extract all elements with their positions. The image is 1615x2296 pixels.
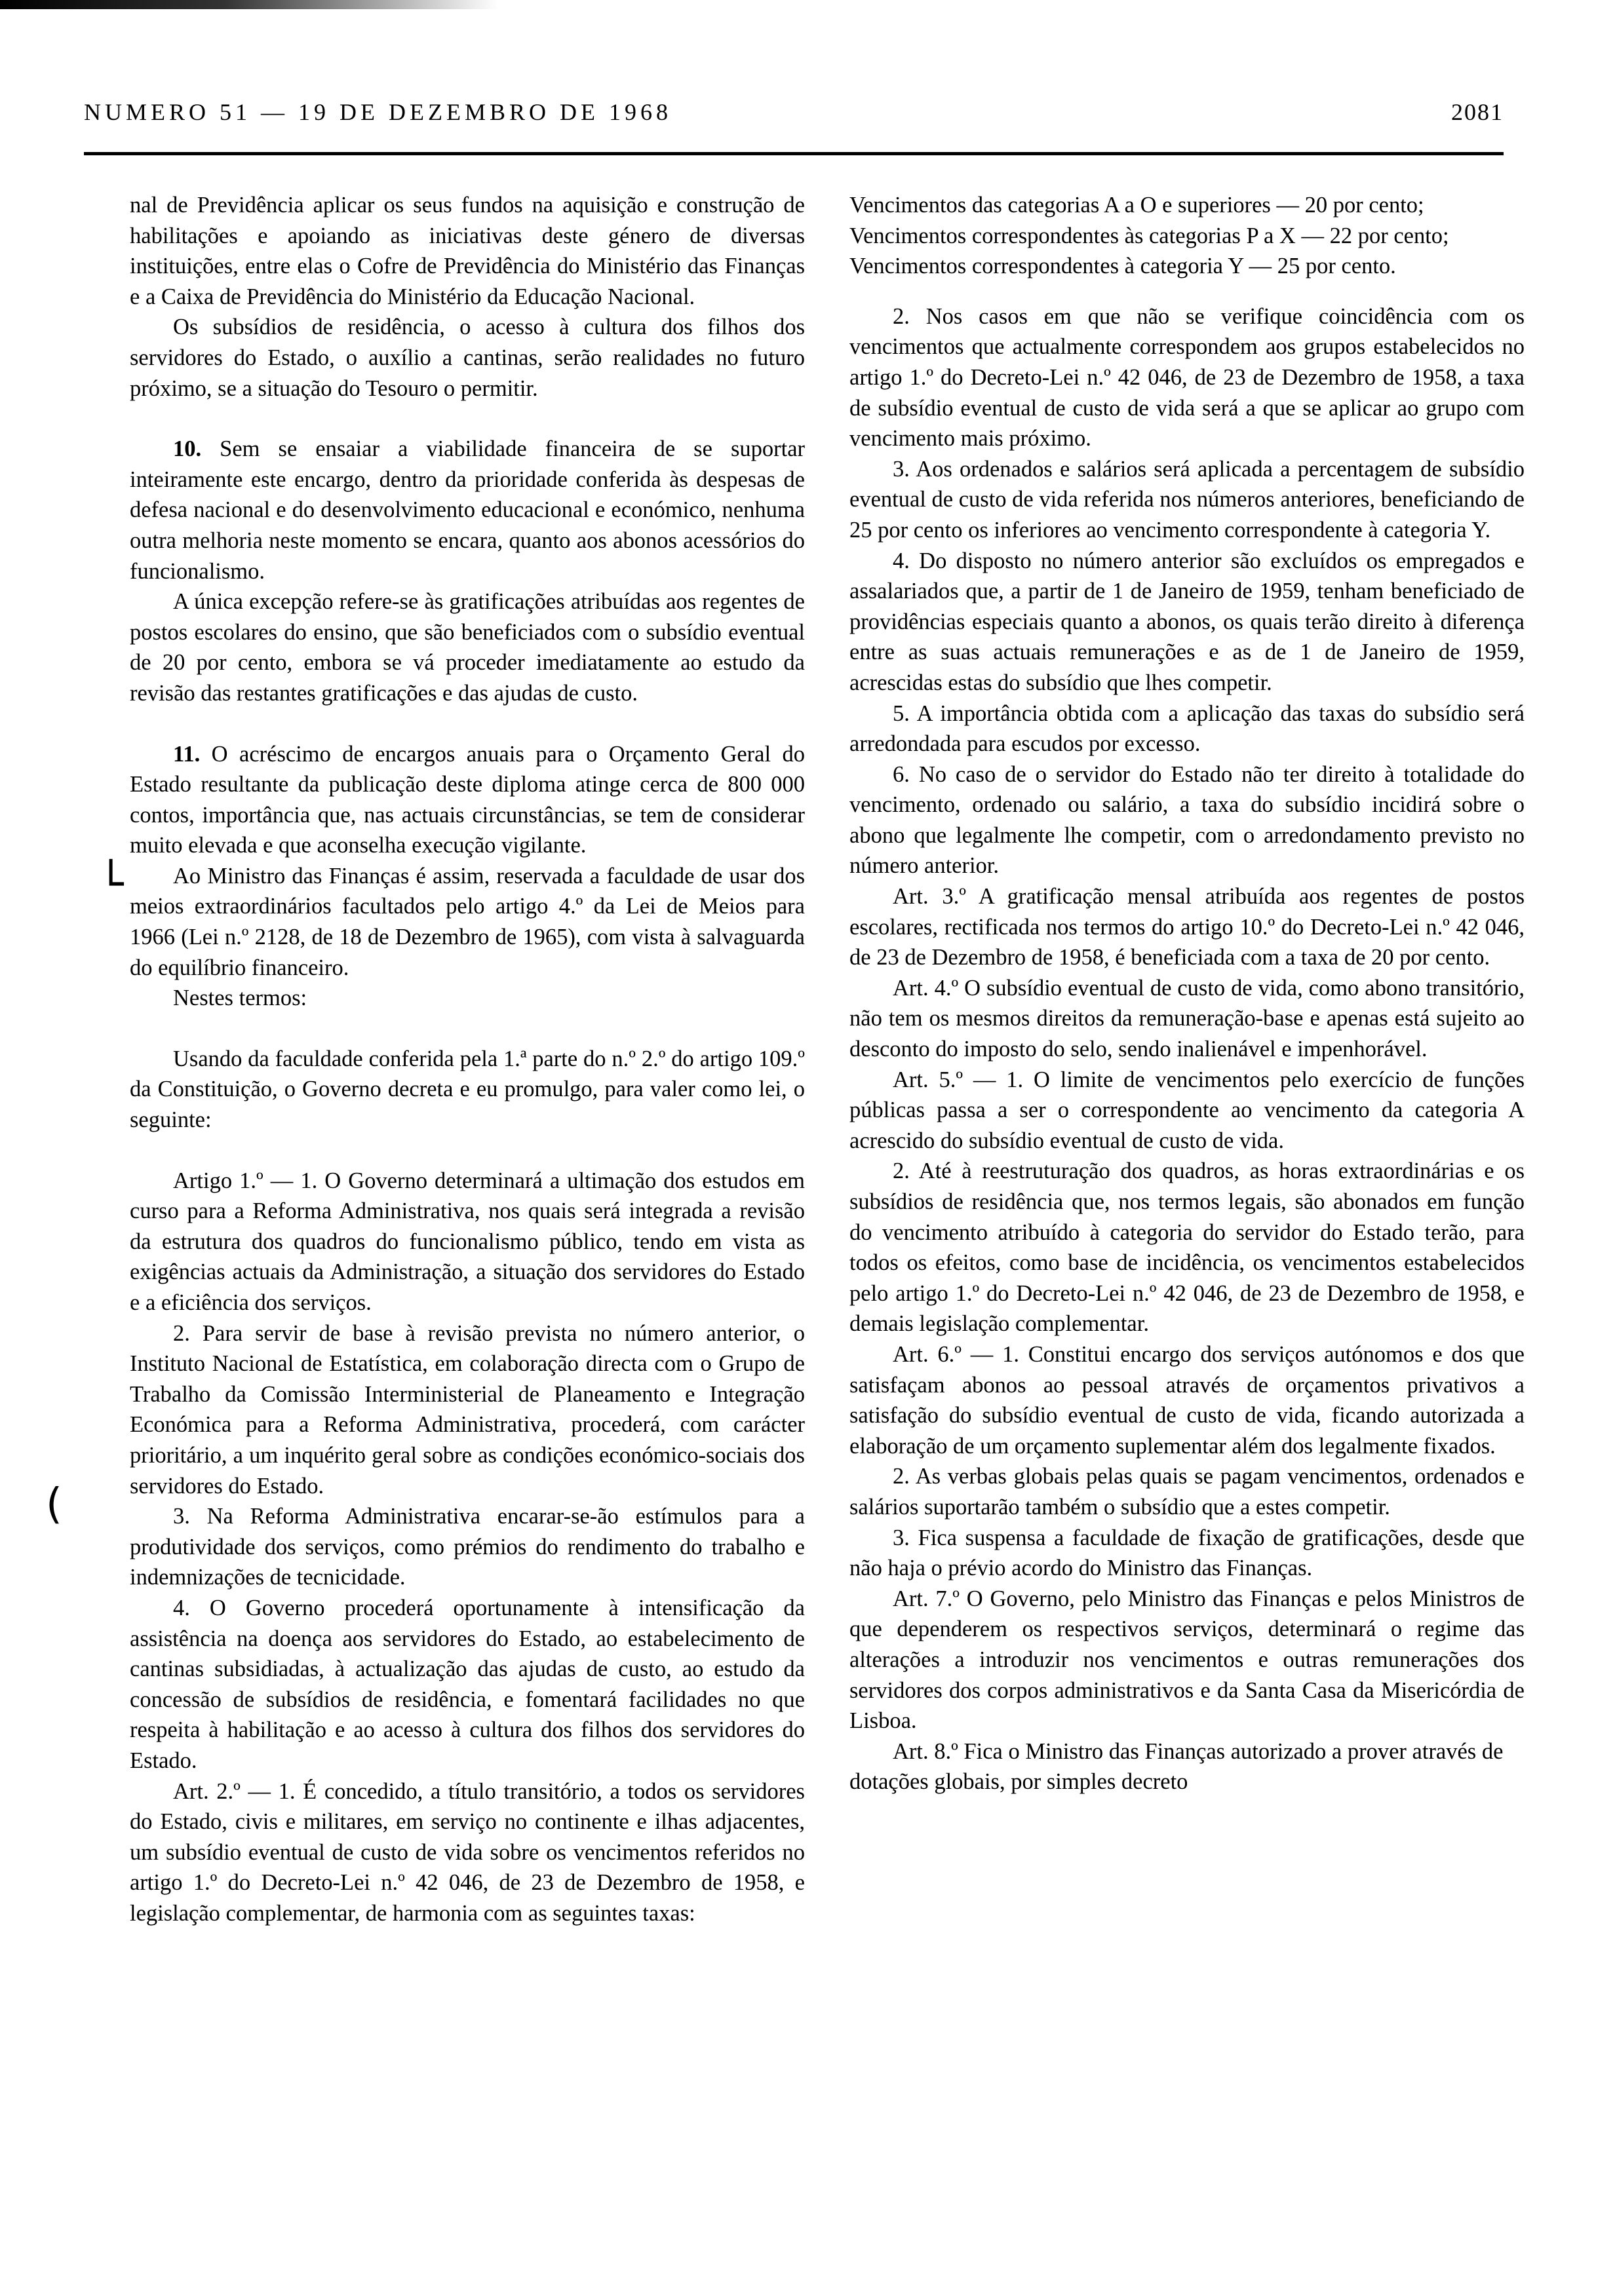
header-rule bbox=[84, 152, 1504, 155]
section-number: 10. bbox=[173, 436, 202, 462]
rate-list-item: Vencimentos das categorias A a O e superiores — 20 por cento; bbox=[849, 193, 1424, 218]
section-text: O acréscimo de encargos anuais para o Orçamento Geral do Estado resultante da publicação deste diploma atinge cerca de 800 000 contos, importância que, nas actuais circunstâncias, se tem de considerar muito elevada e que aconselha execução vigilante. bbox=[130, 741, 806, 858]
article-paragraph: 5. A importância obtida com a aplicação das taxas do subsídio será arredondada para escudos por excesso. bbox=[849, 700, 1525, 757]
rate-list-item: Vencimentos correspondentes às categorias P a X — 22 por cento; bbox=[849, 223, 1449, 248]
right-column bbox=[849, 190, 1525, 1797]
enacting-clause: Usando da faculdade conferida pela 1.ª parte do n.º 2.º do artigo 109.º da Constituição, o Governo decreta e eu promulgo, para valer como lei, o seguinte: bbox=[130, 1046, 805, 1133]
paragraph: nal de Previdência aplicar os seus fundos na aquisição e construção de habilitações e apoiando as iniciativas deste género de diversas instituições, entre elas o Cofre de Previdência do Ministério das Finanças e a Caixa de Previdência do Ministério da Educação Nacional. bbox=[130, 193, 805, 309]
article-paragraph: Artigo 1.º — 1. O Governo determinará a ultimação dos estudos em curso para a Reforma Administrativa, nos quais será integrada a revisão da estrutura dos quadros do funcionalismo público, tendo em vista as exigências actuais da Administração, a situação dos servidores do Estado e a eficiência dos serviços. bbox=[130, 1168, 805, 1315]
article-paragraph: 4. O Governo procederá oportunamente à intensificação da assistência na doença aos servidores do Estado, ao estabelecimento de cantinas subsidiadas, à actualização das ajudas de custo, ao estudo da concessão de subsídios de residência, e fomentará facilidades no que respeita à habilitação e ao acesso à cultura dos filhos dos servidores do Estado. bbox=[130, 1595, 805, 1773]
article-paragraph: 4. Do disposto no número anterior são excluídos os empregados e assalariados que, a partir de 1 de Janeiro de 1959, tenham beneficiado de providências especiais quanto a abonos, os quais terão direito à diferença entre as suas actuais remunerações e as de 1 de Janeiro de 1959, acrescidas estas do subsídio que lhes competir. bbox=[849, 548, 1525, 695]
page-header bbox=[84, 98, 1504, 126]
section-number: 11. bbox=[173, 741, 201, 767]
numbered-section bbox=[130, 434, 805, 586]
header-title: NUMERO 51 — 19 DE DEZEMBRO DE 1968 bbox=[84, 99, 672, 125]
article-paragraph: 2. As verbas globais pelas quais se pagam vencimentos, ordenados e salários suportarão também o subsídio que a estes competir. bbox=[849, 1464, 1525, 1520]
article-paragraph: 3. Na Reforma Administrativa encarar-se-ão estímulos para a produtividade dos serviços, como prémios do rendimento do trabalho e indemnizações de tecnicidade. bbox=[130, 1504, 805, 1590]
margin-bracket-mark: ( bbox=[46, 1480, 62, 1529]
section-text: Sem se ensaiar a viabilidade financeira de se suportar inteiramente este encargo, dentro da prioridade conferida às despesas de defesa nacional e do desenvolvimento educacional e económico, nenhuma outra melhoria neste momento se encara, quanto aos abonos acessórios do funcionalismo. bbox=[130, 436, 805, 584]
article-paragraph: 6. No caso de o servidor do Estado não ter direito à totalidade do vencimento, ordenado ou salário, a taxa do subsídio incidirá sobre o abono que legalmente lhe competir, com o arredondamento previsto no número anterior. bbox=[849, 761, 1525, 879]
article-paragraph: 3. Aos ordenados e salários será aplicada a percentagem de subsídio eventual de custo de vida referida nos números anteriores, beneficiando de 25 por cento os inferiores ao vencimento correspondente à categoria Y. bbox=[849, 456, 1525, 543]
article-paragraph: 2. Até à reestruturação dos quadros, as horas extraordinárias e os subsídios de residência que, nos termos legais, são abonados em função do vencimento atribuído à categoria do servidor do Estado terão, para todos os efeitos, como base de incidência, os vencimentos estabelecidos pelo artigo 1.º do Decreto-Lei n.º 42 046, de 23 de Dezembro de 1958, e demais legislação complementar. bbox=[849, 1158, 1525, 1337]
article-paragraph: Art. 7.º O Governo, pelo Ministro das Finanças e pelos Ministros de que dependerem os respectivos serviços, determinará o regime das alterações a introduzir nos vencimentos e outras remunerações dos servidores dos corpos administrativos e da Santa Casa da Misericórdia de Lisboa. bbox=[849, 1586, 1525, 1734]
article-paragraph: 3. Fica suspensa a faculdade de fixação de gratificações, desde que não haja o prévio acordo do Ministro das Finanças. bbox=[849, 1525, 1525, 1581]
article-paragraph: Art. 4.º O subsídio eventual de custo de vida, como abono transitório, não tem os mesmos direitos da remuneração-base e apenas está sujeito ao desconto do imposto do selo, sendo inalienável e impenhorável. bbox=[849, 975, 1525, 1062]
article-paragraph: 2. Nos casos em que não se verifique coincidência com os vencimentos que actualmente correspondem aos grupos estabelecidos no artigo 1.º do Decreto-Lei n.º 42 046, de 23 de Dezembro de 1958, a taxa de subsídio eventual de custo de vida será a que se aplicar ao grupo com vencimento mais próximo. bbox=[849, 303, 1525, 451]
article-paragraph: Art. 8.º Fica o Ministro das Finanças autorizado a prover através de dotações globais, por simples decreto bbox=[849, 1738, 1504, 1795]
page-number: 2081 bbox=[1451, 99, 1504, 125]
margin-bracket-mark: └ bbox=[98, 860, 124, 909]
article-paragraph: Art. 6.º — 1. Constitui encargo dos serviços autónomos e dos que satisfaçam abonos ao pessoal através de orçamentos privativos a satisfação do subsídio eventual de custo de vida, ficando autorizada a elaboração de um orçamento suplementar além dos legalmente fixados. bbox=[849, 1341, 1525, 1459]
article-paragraph: Art. 3.º A gratificação mensal atribuída aos regentes de postos escolares, rectificada nos termos do artigo 10.º do Decreto-Lei n.º 42 046, de 23 de Dezembro de 1958, é beneficiada com a taxa de 20 por cento. bbox=[849, 884, 1525, 970]
left-column bbox=[130, 190, 805, 1928]
paragraph: Nestes termos: bbox=[173, 985, 307, 1011]
paragraph: Ao Ministro das Finanças é assim, reservada a faculdade de usar dos meios extraordinários facultados pelo artigo 4.º da Lei de Meios para 1966 (Lei n.º 2128, de 18 de Dezembro de 1965), com vista à salvaguarda do equilíbrio financeiro. bbox=[130, 863, 805, 980]
article-paragraph: 2. Para servir de base à revisão prevista no número anterior, o Instituto Nacional de Estatística, em colaboração directa com o Grupo de Trabalho da Comissão Interministerial de Planeamento e Integração Económica para a Reforma Administrativa, procederá, com carácter prioritário, a um inquérito geral sobre as condições económico-sociais dos servidores do Estado. bbox=[130, 1320, 805, 1499]
paragraph: A única excepção refere-se às gratificações atribuídas aos regentes de postos escolares do ensino, que são beneficiados com o subsídio eventual de 20 por cento, embora se vá proceder imediatamente ao estudo da revisão das restantes gratificações e das ajudas de custo. bbox=[130, 589, 805, 706]
numbered-section bbox=[130, 739, 805, 861]
scan-edge-mark bbox=[0, 0, 498, 9]
paragraph: Os subsídios de residência, o acesso à cultura dos filhos dos servidores do Estado, o auxílio a cantinas, serão realidades no futuro próximo, se a situação do Tesouro o permitir. bbox=[130, 315, 805, 401]
rate-list-item: Vencimentos correspondentes à categoria Y — 25 por cento. bbox=[849, 254, 1396, 279]
article-paragraph: Art. 5.º — 1. O limite de vencimentos pelo exercício de funções públicas passa a ser o correspondente ao vencimento da categoria A acrescido do subsídio eventual de custo de vida. bbox=[849, 1067, 1525, 1153]
article-paragraph: Art. 2.º — 1. É concedido, a título transitório, a todos os servidores do Estado, civis e militares, em serviço no continente e ilhas adjacentes, um subsídio eventual de custo de vida sobre os vencimentos referidos no artigo 1.º do Decreto-Lei n.º 42 046, de 23 de Dezembro de 1958, e legislação complementar, de harmonia com as seguintes taxas: bbox=[130, 1778, 805, 1926]
